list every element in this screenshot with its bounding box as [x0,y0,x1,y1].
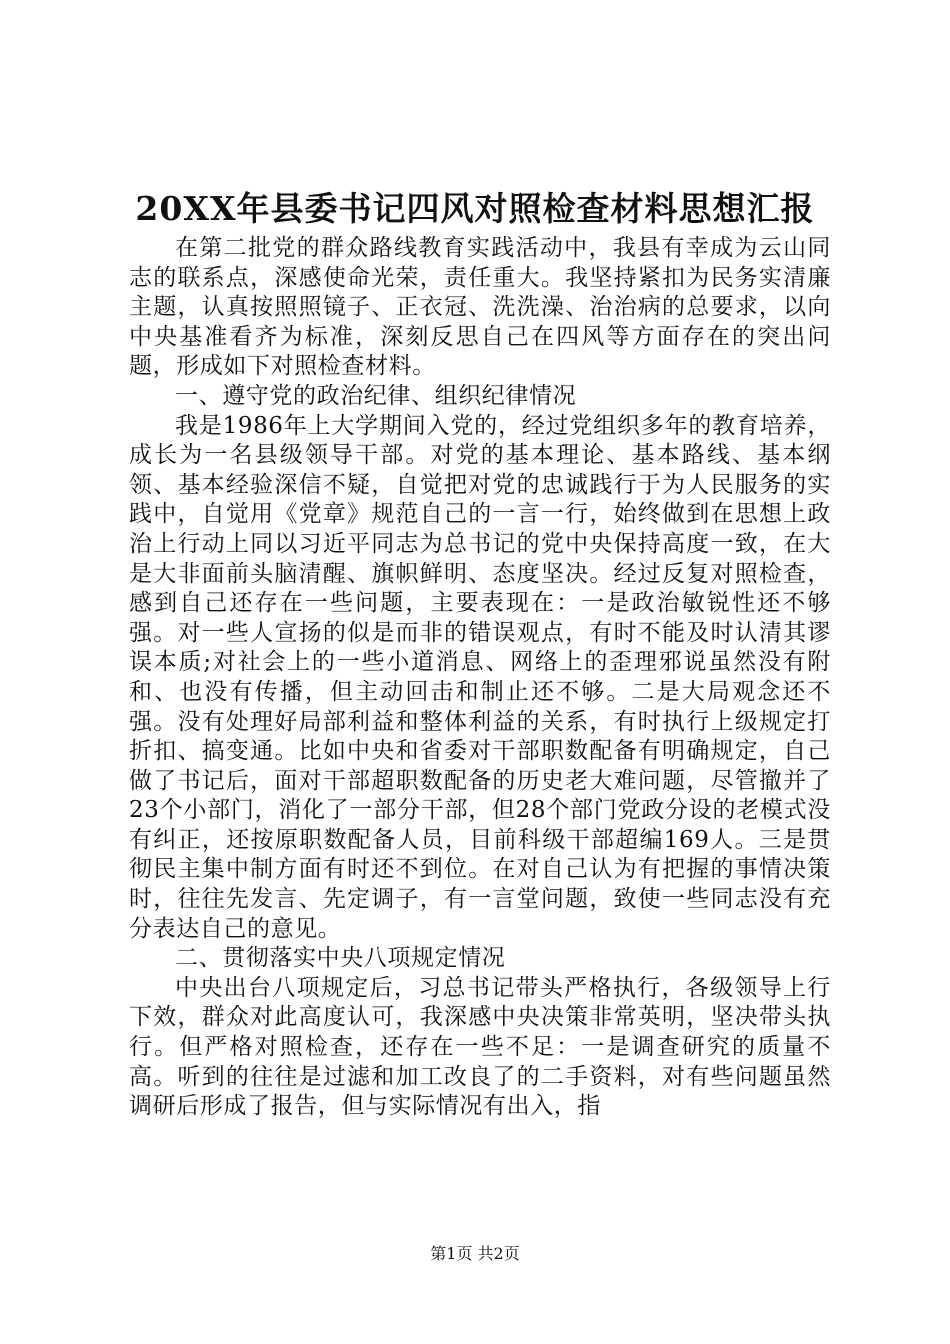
paragraph-section-2: 中央出台八项规定后，习总书记带头严格执行，各级领导上行下效，群众对此高度认可，我深感中央决策非常英明，坚决带头执行。但严格对照检查，还存在一些不足：一是调查研究的质量不高。听到的往往是过滤和加工改良了的二手资料，对有些问题虽然调研后形成了报告，但与实际情况有出入，指 [129,974,831,1120]
paragraph-intro: 在第二批党的群众路线教育实践活动中，我县有幸成为云山同志的联系点，深感使命光荣，责任重大。我坚持紧扣为民务实清廉主题，认真按照照镜子、正衣冠、洗洗澡、治治病的总要求，以向中央基准看齐为标准，深刻反思自己在四风等方面存在的突出问题，形成如下对照检查材料。 [129,235,831,380]
section-heading-2: 二、贯彻落实中央八项规定情况 [175,945,506,972]
document-body [129,234,831,1122]
document-title: 20XX年县委书记四风对照检查材料思想汇报 [135,189,815,228]
page-number-footer: 第1页 共2页 [430,1244,520,1263]
paragraph-section-1: 我是1986年上大学期间入党的，经过党组织多年的教育培养，成长为一名县级领导干部。对党的基本理论、基本路线、基本纲领、基本经验深信不疑，自觉把对党的忠诚践行于为人民服务的实践中，自觉用《党章》规范自己的一言一行，始终做到在思想上政治上行动上同以习近平同志为总书记的党中央保持高度一致，在大是大非面前头脑清醒、旗帜鲜明、态度坚决。经过反复对照检查，感到自己还存在一些问题，主要表现在：一是政治敏锐性还不够强。对一些人宣扬的似是而非的错误观点，有时不能及时认清其谬误本质;对社会上的一些小道消息、网络上的歪理邪说虽然没有附和、也没有传播，但主动回击和制止还不够。二是大局观念还不强。没有处理好局部利益和整体利益的关系，有时执行上级规定打折扣、搞变通。比如中央和省委对干部职数配备有明确规定，自己做了书记后，面对干部超职数配备的历史老大难问题，尽管撤并了23个小部门，消化了一部分干部，但28个部门党政分设的老模式没有纠正，还按原职数配备人员，目前科级干部超编169人。三是贯彻民主集中制方面有时还不到位。在对自己认为有把握的事情决策时，往往先发言、先定调子，有一言堂问题，致使一些同志没有充分表达自己的意见。 [129,412,831,942]
section-heading-1: 一、遵守党的政治纪律、组织纪律情况 [175,382,577,409]
